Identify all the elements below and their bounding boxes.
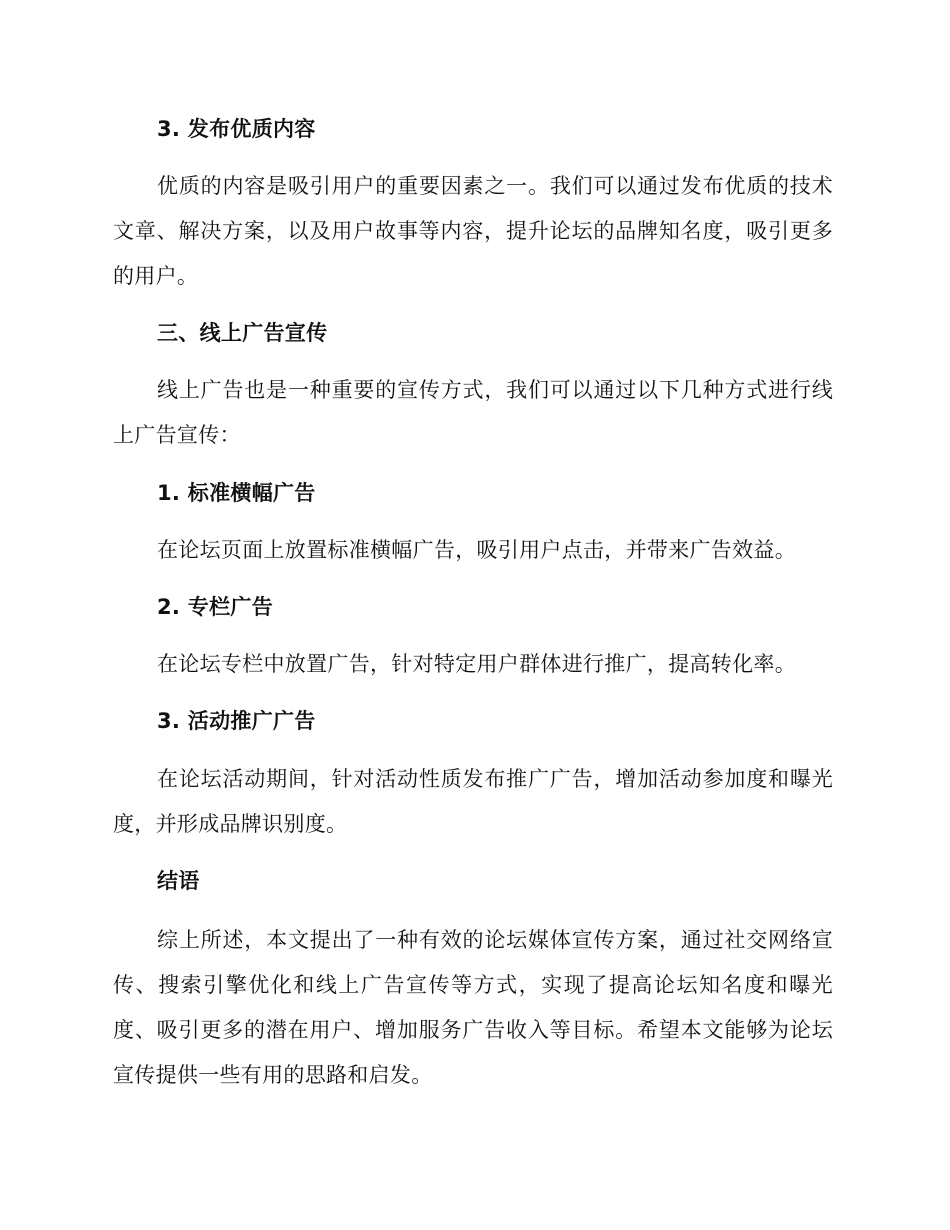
paragraph-event-ads: 在论坛活动期间，针对活动性质发布推广广告，增加活动参加度和曝光度，并形成品牌识别度。 [113,767,833,836]
paragraph-conclusion: 综上所述，本文提出了一种有效的论坛媒体宣传方案，通过社交网络宣传、搜索引擎优化和线上广告宣传等方式，实现了提高论坛知名度和曝光度、吸引更多的潜在用户、增加服务广告收入等目标。希望本文能够为论坛宣传提供一些有用的思路和启发。 [113,928,833,1087]
section-heading-conclusion: 结语 [157,869,200,893]
section-heading-column-ads: 2. 专栏广告 [157,595,273,619]
section-heading-event-ads: 3. 活动推广广告 [157,709,316,733]
section-heading-banner-ads: 1. 标准横幅广告 [157,481,316,505]
paragraph-online-ads-intro: 线上广告也是一种重要的宣传方式，我们可以通过以下几种方式进行线上广告宣传： [113,378,833,447]
paragraph-quality-content: 优质的内容是吸引用户的重要因素之一。我们可以通过发布优质的技术文章、解决方案，以及用户故事等内容，提升论坛的品牌知名度，吸引更多的用户。 [113,174,833,288]
section-heading-publish-quality-content: 3. 发布优质内容 [157,117,316,141]
section-heading-online-ads: 三、线上广告宣传 [157,321,328,345]
paragraph-banner-ads: 在论坛页面上放置标准横幅广告，吸引用户点击，并带来广告效益。 [157,538,796,562]
paragraph-column-ads: 在论坛专栏中放置广告，针对特定用户群体进行推广，提高转化率。 [157,652,796,676]
